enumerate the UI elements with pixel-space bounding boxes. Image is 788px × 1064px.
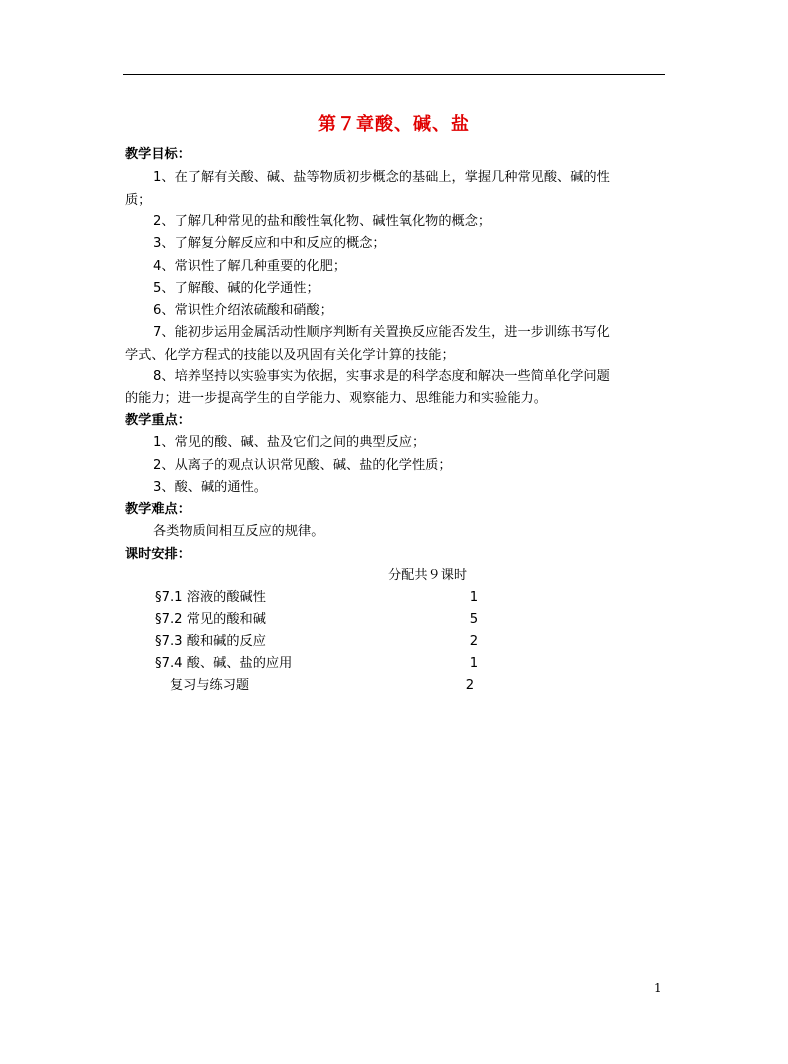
schedule-section: §7.4 酸、碱、盐的应用 (155, 656, 293, 671)
key-point-item: 3、酸、碱的通性。 (153, 480, 267, 495)
difficulties-heading: 教学难点： (125, 502, 191, 517)
objective-item: 3、了解复分解反应和中和反应的概念； (153, 236, 386, 251)
objective-item: 学式、化学方程式的技能以及巩固有关化学计算的技能； (125, 348, 455, 363)
objective-item: 的能力；进一步提高学生的自学能力、观察能力、思维能力和实验能力。 (125, 391, 547, 406)
schedule-section: §7.3 酸和碱的反应 (155, 634, 266, 649)
chapter-title: 第７章酸、碱、盐 (318, 114, 470, 135)
schedule-hours: 5 (469, 612, 479, 627)
schedule-section: §7.2 常见的酸和碱 (155, 612, 266, 627)
schedule-hours: 1 (469, 656, 479, 671)
key-point-item: 1、常见的酸、碱、盐及它们之间的典型反应； (153, 435, 426, 450)
schedule-hours: 1 (469, 590, 479, 605)
schedule-hours: 2 (465, 678, 475, 693)
schedule-total: 分配共９课时 (388, 568, 468, 583)
schedule-section: §7.1 溶液的酸碱性 (155, 590, 266, 605)
schedule-heading: 课时安排： (125, 547, 191, 562)
objective-item: 5、了解酸、碱的化学通性； (153, 281, 320, 296)
key-point-item: 2、从离子的观点认识常见酸、碱、盐的化学性质； (153, 458, 452, 473)
objective-item: 6、常识性介绍浓硫酸和硝酸； (153, 303, 333, 318)
objective-item: 7、能初步运用金属活动性顺序判断有关置换反应能否发生，进一步训练书写化 (153, 325, 610, 340)
page-number: 1 (654, 981, 662, 995)
objective-item: 质； (125, 193, 152, 208)
difficulty-item: 各类物质间相互反应的规律。 (153, 524, 325, 539)
objective-item: 1、在了解有关酸、碱、盐等物质初步概念的基础上，掌握几种常见酸、碱的性 (153, 170, 610, 185)
objectives-heading: 教学目标： (125, 147, 191, 162)
schedule-hours: 2 (469, 634, 479, 649)
objective-item: 2、了解几种常见的盐和酸性氧化物、碱性氧化物的概念； (153, 214, 492, 229)
objective-item: 8、培养坚持以实验事实为依据，实事求是的科学态度和解决一些简单化学问题 (153, 369, 610, 384)
header-rule (123, 74, 665, 75)
key-points-heading: 教学重点： (125, 413, 191, 428)
schedule-section: 复习与练习题 (170, 678, 250, 693)
objective-item: 4、常识性了解几种重要的化肥； (153, 259, 347, 274)
